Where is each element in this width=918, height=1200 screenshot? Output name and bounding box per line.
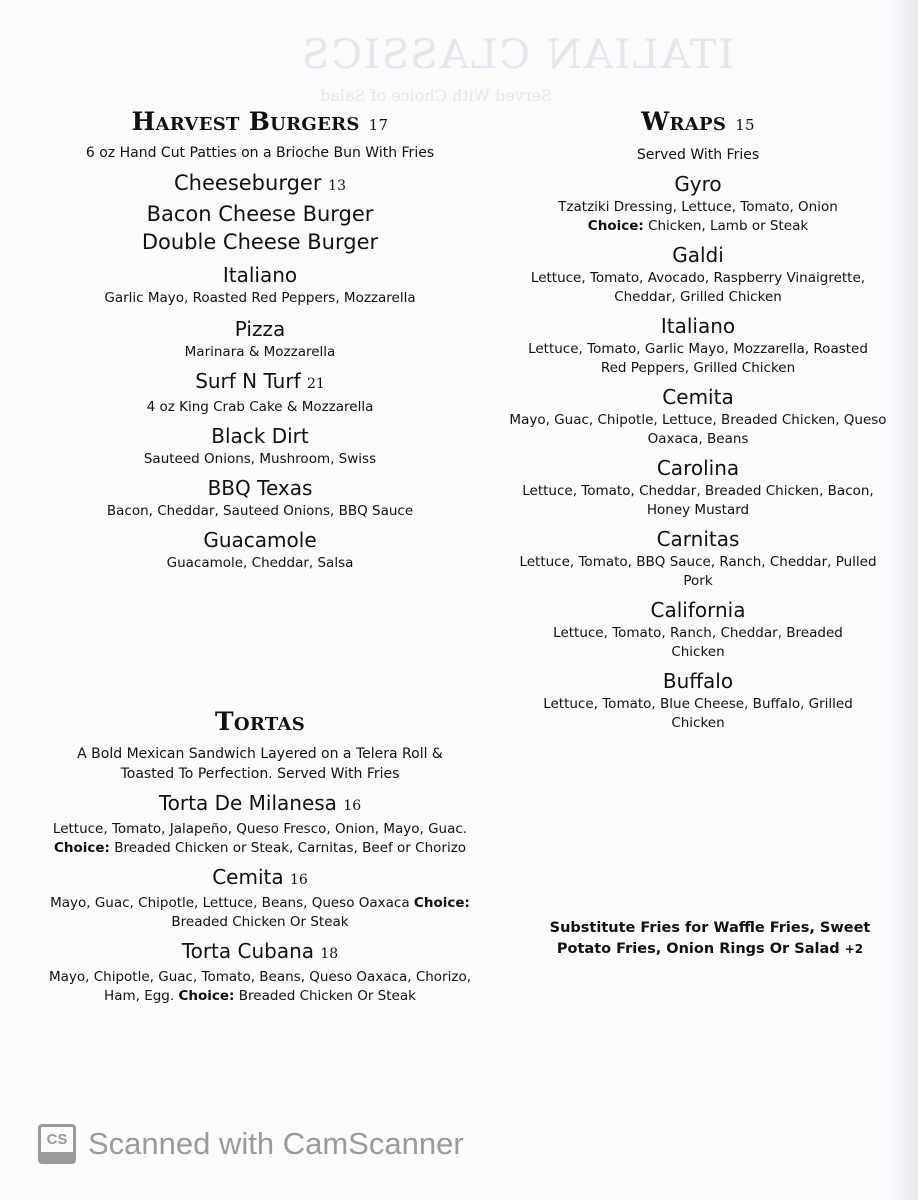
menu-item-name: Torta Cubana 18 bbox=[181, 939, 339, 963]
menu-item-name: BBQ Texas bbox=[207, 476, 313, 500]
item-price: 21 bbox=[306, 376, 325, 392]
watermark-text: Scanned with CamScanner bbox=[88, 1126, 464, 1161]
menu-item-desc: Guacamole, Cheddar, Salsa bbox=[166, 555, 354, 571]
menu-item-desc: Bacon, Cheddar, Sauteed Onions, BBQ Sauce bbox=[106, 503, 414, 519]
menu-item-name: Carolina bbox=[656, 456, 740, 480]
menu-item bbox=[488, 526, 908, 591]
menu-item bbox=[40, 262, 480, 308]
menu-item bbox=[488, 313, 908, 378]
menu-item-name: Cemita bbox=[662, 385, 734, 409]
menu-item bbox=[40, 864, 480, 932]
choice-label: Choice: bbox=[53, 840, 110, 856]
menu-item-name: Surf N Turf 21 bbox=[195, 369, 325, 393]
menu-item bbox=[40, 368, 480, 417]
menu-item bbox=[488, 384, 908, 449]
menu-item-name: Pizza bbox=[234, 317, 286, 341]
menu-item bbox=[488, 668, 908, 733]
menu-item-desc: Lettuce, Tomato, Garlic Mayo, Mozzarella, Roasted Red Peppers, Grilled Chicken bbox=[528, 341, 868, 376]
section-title: Tortas bbox=[214, 707, 306, 736]
item-price: 18 bbox=[320, 946, 339, 962]
menu-item-desc: Lettuce, Tomato, Jalapeño, Queso Fresco, Onion, Mayo, Guac. Choice: Breaded Chicken or Steak, Carnitas, Beef or Chorizo bbox=[52, 821, 468, 856]
section-price: 15 bbox=[735, 116, 755, 134]
bleed-through-subheading: Served With Choice of Salad bbox=[320, 86, 552, 105]
menu-item-desc: Garlic Mayo, Roasted Red Peppers, Mozzarella bbox=[104, 290, 416, 306]
section-price: 17 bbox=[368, 116, 389, 134]
item-price: 13 bbox=[328, 178, 346, 194]
menu-item-name: Bacon Cheese Burger bbox=[146, 202, 374, 226]
menu-item-name: Italiano bbox=[222, 263, 298, 287]
menu-item-desc: 4 oz King Crab Cake & Mozzarella bbox=[146, 399, 374, 415]
menu-item bbox=[40, 475, 480, 521]
headline-items bbox=[40, 169, 480, 256]
menu-item-desc: Mayo, Chipotle, Guac, Tomato, Beans, Queso Oaxaca, Chorizo, Ham, Egg. Choice: Breaded Chicken Or Steak bbox=[48, 969, 471, 1004]
menu-item-desc: Lettuce, Tomato, Ranch, Cheddar, Breaded Chicken bbox=[553, 625, 843, 660]
item-price: 16 bbox=[289, 872, 308, 888]
camscanner-logo-icon: CS bbox=[38, 1124, 76, 1164]
menu-item bbox=[40, 790, 480, 858]
bleed-through-heading: ITALIAN CLASSICS bbox=[300, 32, 735, 78]
harvest-burgers-section bbox=[40, 106, 480, 573]
wraps-section bbox=[488, 106, 908, 733]
menu-item-name: Black Dirt bbox=[211, 424, 309, 448]
menu-item bbox=[40, 527, 480, 573]
menu-item bbox=[488, 242, 908, 307]
menu-item-desc: Lettuce, Tomato, BBQ Sauce, Ranch, Cheddar, Pulled Pork bbox=[519, 554, 877, 589]
menu-item-desc: Marinara & Mozzarella bbox=[184, 344, 336, 360]
menu-item-desc: Mayo, Guac, Chipotle, Lettuce, Beans, Queso Oaxaca Choice: Breaded Chicken Or Steak bbox=[50, 895, 470, 930]
camscanner-watermark bbox=[38, 1124, 464, 1164]
menu-item bbox=[40, 316, 480, 362]
substitute-price: +2 bbox=[844, 942, 864, 956]
section-description: 6 oz Hand Cut Patties on a Brioche Bun With Fries bbox=[85, 145, 435, 161]
choice-label: Choice: bbox=[178, 988, 235, 1004]
menu-item bbox=[488, 171, 908, 236]
choice-label: Choice: bbox=[587, 218, 644, 234]
menu-item-desc: Lettuce, Tomato, Avocado, Raspberry Vinaigrette, Cheddar, Grilled Chicken bbox=[530, 270, 866, 305]
menu-item-desc: Mayo, Guac, Chipotle, Lettuce, Breaded Chicken, Queso Oaxaca, Beans bbox=[509, 412, 887, 447]
menu-item-choice: Choice: Chicken, Lamb or Steak bbox=[587, 218, 809, 234]
tortas-section bbox=[40, 706, 480, 1006]
section-description: Served With Fries bbox=[636, 147, 760, 163]
menu-item-name: Buffalo bbox=[662, 669, 734, 693]
menu-item bbox=[488, 597, 908, 662]
menu-item-name: Torta De Milanesa 16 bbox=[158, 791, 362, 815]
menu-item-name: Carnitas bbox=[656, 527, 740, 551]
menu-item bbox=[488, 455, 908, 520]
choice-label: Choice: bbox=[413, 895, 470, 911]
menu-item-desc: Lettuce, Tomato, Blue Cheese, Buffalo, Grilled Chicken bbox=[543, 696, 853, 731]
menu-item-desc: Sauteed Onions, Mushroom, Swiss bbox=[143, 451, 377, 467]
menu-item-name: Guacamole bbox=[203, 528, 317, 552]
section-description: A Bold Mexican Sandwich Layered on a Telera Roll & Toasted To Perfection. Served With Fries bbox=[77, 746, 443, 782]
menu-item-name: California bbox=[650, 598, 746, 622]
menu-item-name: Cheeseburger 13 bbox=[174, 171, 346, 195]
menu-item-name: Galdi bbox=[672, 243, 724, 267]
menu-item-name: Double Cheese Burger bbox=[141, 230, 379, 254]
menu-item bbox=[40, 938, 480, 1006]
section-title: Wraps 15 bbox=[641, 107, 755, 136]
substitute-note: Substitute Fries for Waffle Fries, Sweet Potato Fries, Onion Rings Or Salad +2 bbox=[549, 920, 871, 957]
menu-item-name: Italiano bbox=[660, 314, 736, 338]
menu-item-desc: Lettuce, Tomato, Cheddar, Breaded Chicken, Bacon, Honey Mustard bbox=[522, 483, 874, 518]
item-price: 16 bbox=[343, 798, 362, 814]
menu-item-name: Cemita 16 bbox=[212, 865, 308, 889]
menu-item-desc: Tzatziki Dressing, Lettuce, Tomato, Onion bbox=[558, 199, 838, 215]
menu-item bbox=[40, 423, 480, 469]
section-title: Harvest Burgers 17 bbox=[131, 107, 389, 136]
menu-item-name: Gyro bbox=[674, 172, 722, 196]
